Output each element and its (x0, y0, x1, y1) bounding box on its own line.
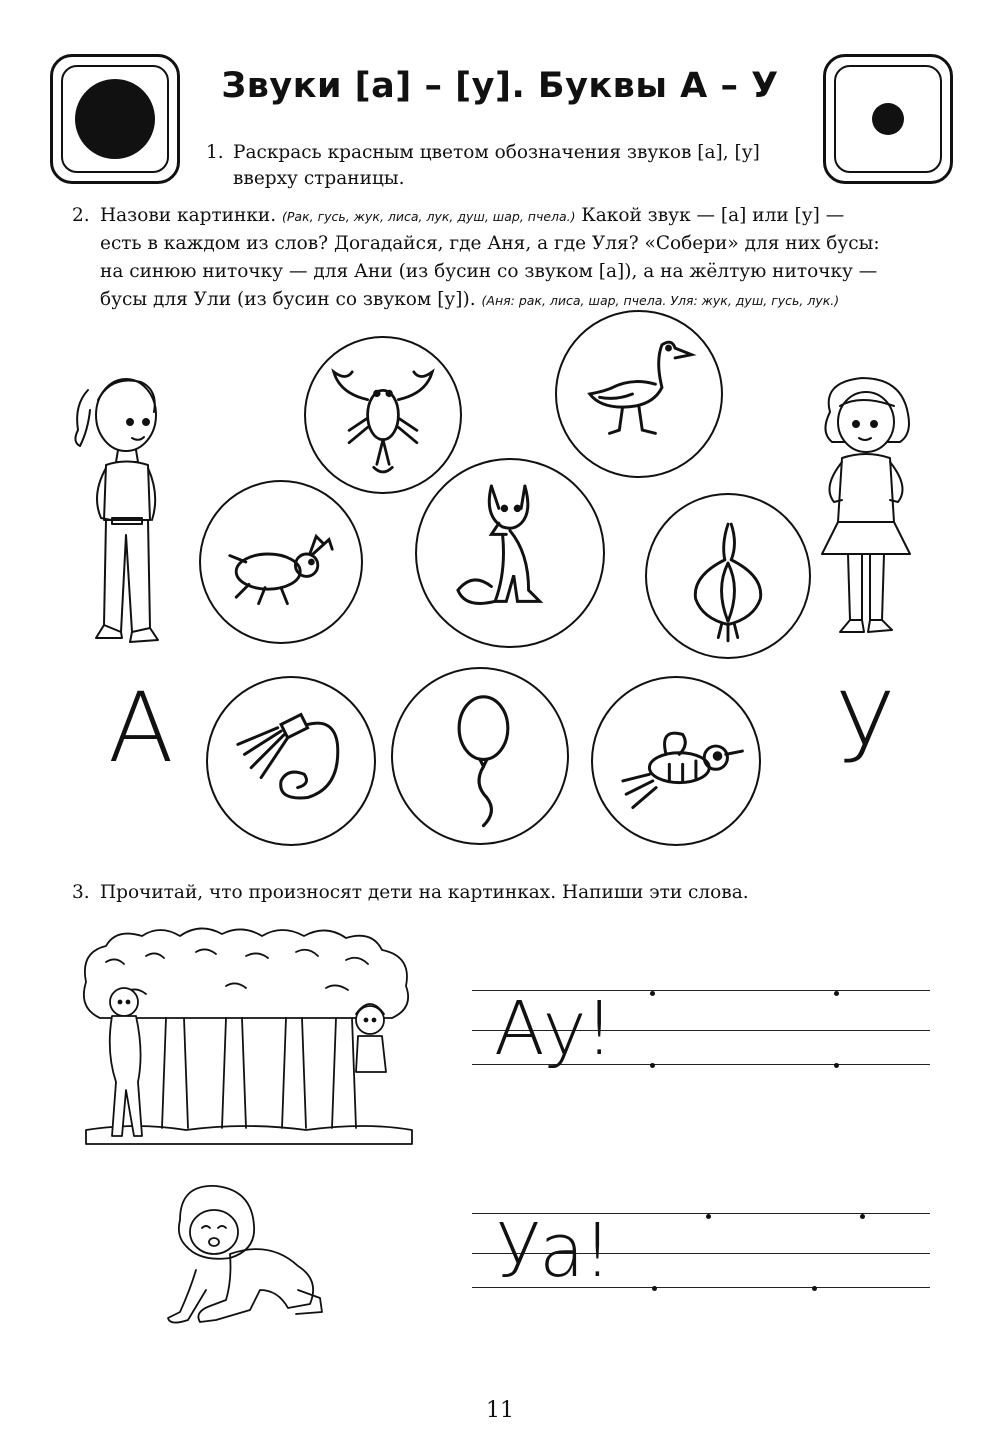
forest-children-illustration (76, 922, 416, 1148)
task-3-text: Прочитай, что произносят дети на картинках. Напиши эти слова. (100, 882, 749, 903)
task-1-number: 1. (206, 142, 224, 163)
task-2-answer-hint: (Аня: рак, лиса, шар, пчела. Уля: жук, душ, гусь, лук.) (481, 293, 840, 308)
task-3 (72, 880, 942, 908)
task-1-line-2: вверху страницы. (233, 168, 405, 189)
sound-card-u (823, 54, 953, 184)
task-2-line-3: на синюю ниточку — для Ани (из бусин со звуком [а]), а на жёлтую ниточку — (100, 261, 878, 282)
girl-ulya-illustration (812, 372, 922, 647)
task-2-number: 2. (72, 205, 90, 226)
sound-card-a (50, 54, 180, 184)
page-number: 11 (486, 1398, 514, 1423)
letter-u-large: У (836, 672, 895, 784)
task-2-words-hint: (Рак, гусь, жук, лиса, лук, душ, шар, пчела.) (282, 209, 576, 224)
task-3-number: 3. (72, 882, 90, 903)
girl-anya-illustration (66, 370, 176, 650)
task-2-line-4: бусы для Ули (из бусин со звуком [у]). (100, 289, 476, 310)
picture-balloon (391, 667, 569, 845)
small-dot-sound-u (872, 103, 904, 135)
word-au: Ау! (494, 986, 613, 1072)
word-ua: Уа! (496, 1208, 611, 1294)
task-2-line-2: есть в каждом из слов? Догадайся, где Аня, а где Уля? «Собери» для них бусы: (100, 233, 880, 254)
picture-shower (206, 676, 376, 846)
picture-onion (645, 493, 811, 659)
task-2 (72, 203, 942, 313)
picture-fox (415, 458, 605, 648)
task-2-text-1b: Какой звук — [а] или [у] — (581, 205, 845, 226)
letter-a-large: А (108, 672, 174, 784)
task-1-line-1: Раскрась красным цветом обозначения звуков [а], [у] (233, 142, 760, 163)
big-dot-sound-a (75, 79, 155, 159)
task-2-text-1a: Назови картинки. (100, 205, 277, 226)
picture-bee (591, 676, 761, 846)
picture-beetle (199, 480, 363, 644)
crying-baby-illustration (160, 1180, 338, 1336)
task-1 (206, 140, 806, 194)
picture-goose (555, 310, 723, 478)
page-title: Звуки [а] – [у]. Буквы А – У (221, 66, 779, 106)
